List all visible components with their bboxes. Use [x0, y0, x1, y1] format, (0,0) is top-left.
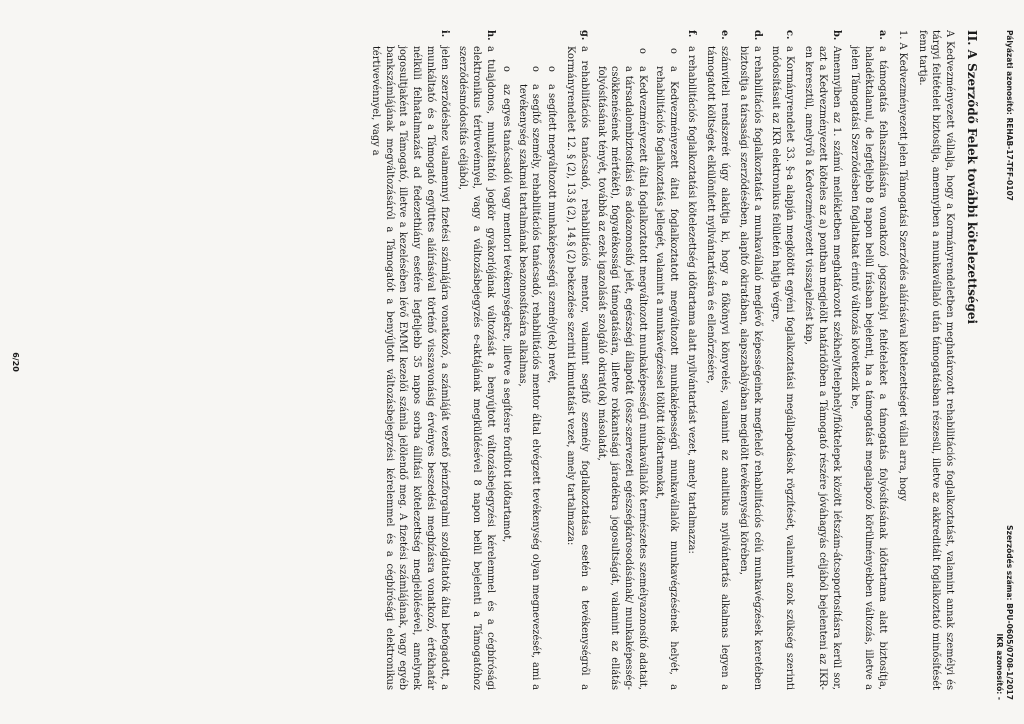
sub-list-item [515, 66, 543, 690]
bullet-icon: o [667, 48, 679, 54]
list-item-label: b. [830, 30, 842, 41]
sub-list-item-text: a segített megváltozott munkaképességű személy(ek) nevét, [546, 84, 558, 384]
list-item-label: f. [686, 30, 698, 38]
section-title: II. A Szerződő Felek további kötelezettségei [965, 30, 979, 325]
list-item [703, 30, 731, 690]
intro-paragraph: A Kedvezményezett vállalja, hogy a Kormányrendeletben meghatározott rehabilitációs foglalkoztatást, valamint annak személyi és tárgyi feltételeit biztosítja, amennyiben a munkavállaló után támogatásban részesül, illetve az akkreditált foglalkoztató minősítését fenn tartja. [916, 30, 956, 690]
sub-list-item [499, 66, 513, 690]
list-item-h: h. a tulajdonos, munkáltatói jogkör gyakorlójának változását a benyújtott változásbejegyzési kérelemmel és a cégbírósági elektronikus tértivevénnyel, vagy a változásbejegyzés e-aktájának megküldésével 8 napon belül bejelenti a Támogatóhoz szerződésmódosítás céljából, [457, 30, 497, 690]
list-item-label: e. [719, 30, 731, 40]
sub-list-item [594, 48, 649, 690]
list-item-text: számviteli rendszerét úgy alakítja ki, hogy a főkönyvi könyvelés, valamint az analitikus nyilvántartás alkalmas legyen a támogatott költségek elkülönített nyilvántartására és ellenőrzésére, [705, 46, 731, 690]
sub-list-item [652, 48, 680, 690]
list-item-label: d. [751, 30, 763, 41]
list-item-label: c. [784, 30, 796, 40]
contract-number-header: Szerződés száma: BPU-0605/0708-1/2017 [1005, 525, 1014, 700]
list-item-text: Amennyiben az 1. számú mellékletben meghatározott székhely/telephely/fióktelepek között létszám-átcsoportosításra kerül sor, azt a Kedvezményezett köteles az a) pontban megjelölt határidőben a Támogató részére jóváhagyás céljából bejelenteni az IKR-en keresztül, amelyről a Kedvezményezett visszajelzést kap, [803, 46, 842, 690]
list-item-text: a rehabilitációs foglalkoztatást a munkavállaló meglévő képességeinek megfelelő rehabilitációs célú munkavégzések keretében biztosítja a társasági szerződésében, alapító okiratában, alapszabályában megjelölt tevékenységi körében, [737, 46, 763, 690]
list-item-text: a rehabilitációs foglalkoztatási kötelezettség időtartama alatt nyilvántartást vezet, amely tartalmazza: [686, 46, 698, 554]
list-item-i: i. jelen szerződéshez valamennyi fizetési számlájára vonatkozó, a számláját vezető pénzforgalmi szolgáltatók által befogadott, a munkáltató és a Támogató együttes aláírásával történő visszavonásig érvényes beszedési megbízásra vonatkozó, értékhatár nélküli felhatalmazást ad fedezethiány esetére legfeljebb 35 napos sorba állítási kötelezettség megjelölésével, amelynek jogosultjaként a Támogató, illetve a kezelésében lévő EMMI kezelői számla jelölendő meg. A fizetési számlájának, vagy egyéb bankszámlájának megváltozásáról a Támogatót a benyújtott változásbejegyzési kérelemmel és a cégbírósági elektronikus tértivevénnyel, vagy a [369, 30, 450, 690]
bullet-icon: o [500, 66, 512, 72]
g-sublist [499, 30, 558, 690]
bullet-icon: o [637, 48, 649, 54]
sub-list-item-text: az egyes tanácsadói vagy mentori tevékenységekre, illetve a segítésre fordított időtartamot, [500, 84, 512, 543]
list-item-g: g. a rehabilitációs tanácsadó, rehabilitációs mentor, valamint segítő személy foglalkoztatása esetén a tevékenységről a Kormányrendelet 12. § (2), 13.§ (2), 14.§ (2) bekezdése szerinti kimutatást vezet, amely tartalmazza: [565, 30, 590, 690]
bullet-icon: o [530, 66, 542, 72]
list-item [685, 30, 699, 690]
sub-list-item-text: a Kedvezményezett által foglalkoztatott megváltozott munkaképességű munkavállalók természetes személyazonosító adatait, a társadalombiztosítási és adóazonosító jelét, egészségi állapotát (össz-szervezeti egészségkárosodásának/ munkaképesség-csökkenésének mértékét), fogyatékossági támogatására, illetve rokkantsági járadékra jogosultságát, valamint az ellátás folyósításának tényét, továbbá az ezek igazolását szolgáló okirat(ok) másolatát, [595, 66, 649, 690]
obligation-list [594, 30, 889, 690]
document-body [363, 30, 980, 690]
list-item-text: a Kormányrendelet 33. §-a alapján megkötött egyéni foglalkoztatási megállapodások rögzítését, valamint azok szükség szerinti módosításait az IKR elektronikus felületén hajtja végre, [770, 46, 796, 690]
sub-list-item-text: a segítő személy, rehabilitációs tanácsadó, rehabilitációs mentor által elvégzett tevékenység olyan megnevezését, ami a tevékenység szakmai tartalmának beazonosítására alkalmas, [516, 84, 542, 690]
list-item-label: a. [877, 30, 889, 40]
page-number: 6/20 [11, 352, 20, 372]
list-item [848, 30, 889, 690]
point-1: 1. A Kedvezményezett jelen Támogatási Szerződés aláírásával kötelezettséget vállal arra, hogy [896, 30, 908, 501]
sub-list-item-text: a Kedvezményezett által foglalkoztatott megváltozott munkaképességű munkavállalók munkavégzésének helyét, a rehabilitációs foglalkoztatás jellegét, valamint a munkavégzéssel töltött időtartamokat, [653, 66, 679, 690]
tender-id-header: Pályázati azonosító: REHAB-17-TFF-0107 [1005, 30, 1014, 201]
list-item-text: a támogatás felhasználására vonatkozó jogszabályi feltételeket a támogatás folyósításának időtartama alatt biztosítja, haladéktalanul, de legfeljebb 8 napon belül írásban bejelenti, ha a támogatást megalapozó körülményekben változás, illetve a jelen Támogatási Szerződésben foglaltakat érintő változás következik be, [849, 46, 889, 690]
ikr-id-header: IKR azonosító: - [995, 633, 1004, 700]
list-item [769, 30, 797, 690]
list-item [801, 30, 842, 690]
sub-list-item [544, 66, 558, 690]
list-item [736, 30, 764, 690]
bullet-icon: o [546, 66, 558, 72]
